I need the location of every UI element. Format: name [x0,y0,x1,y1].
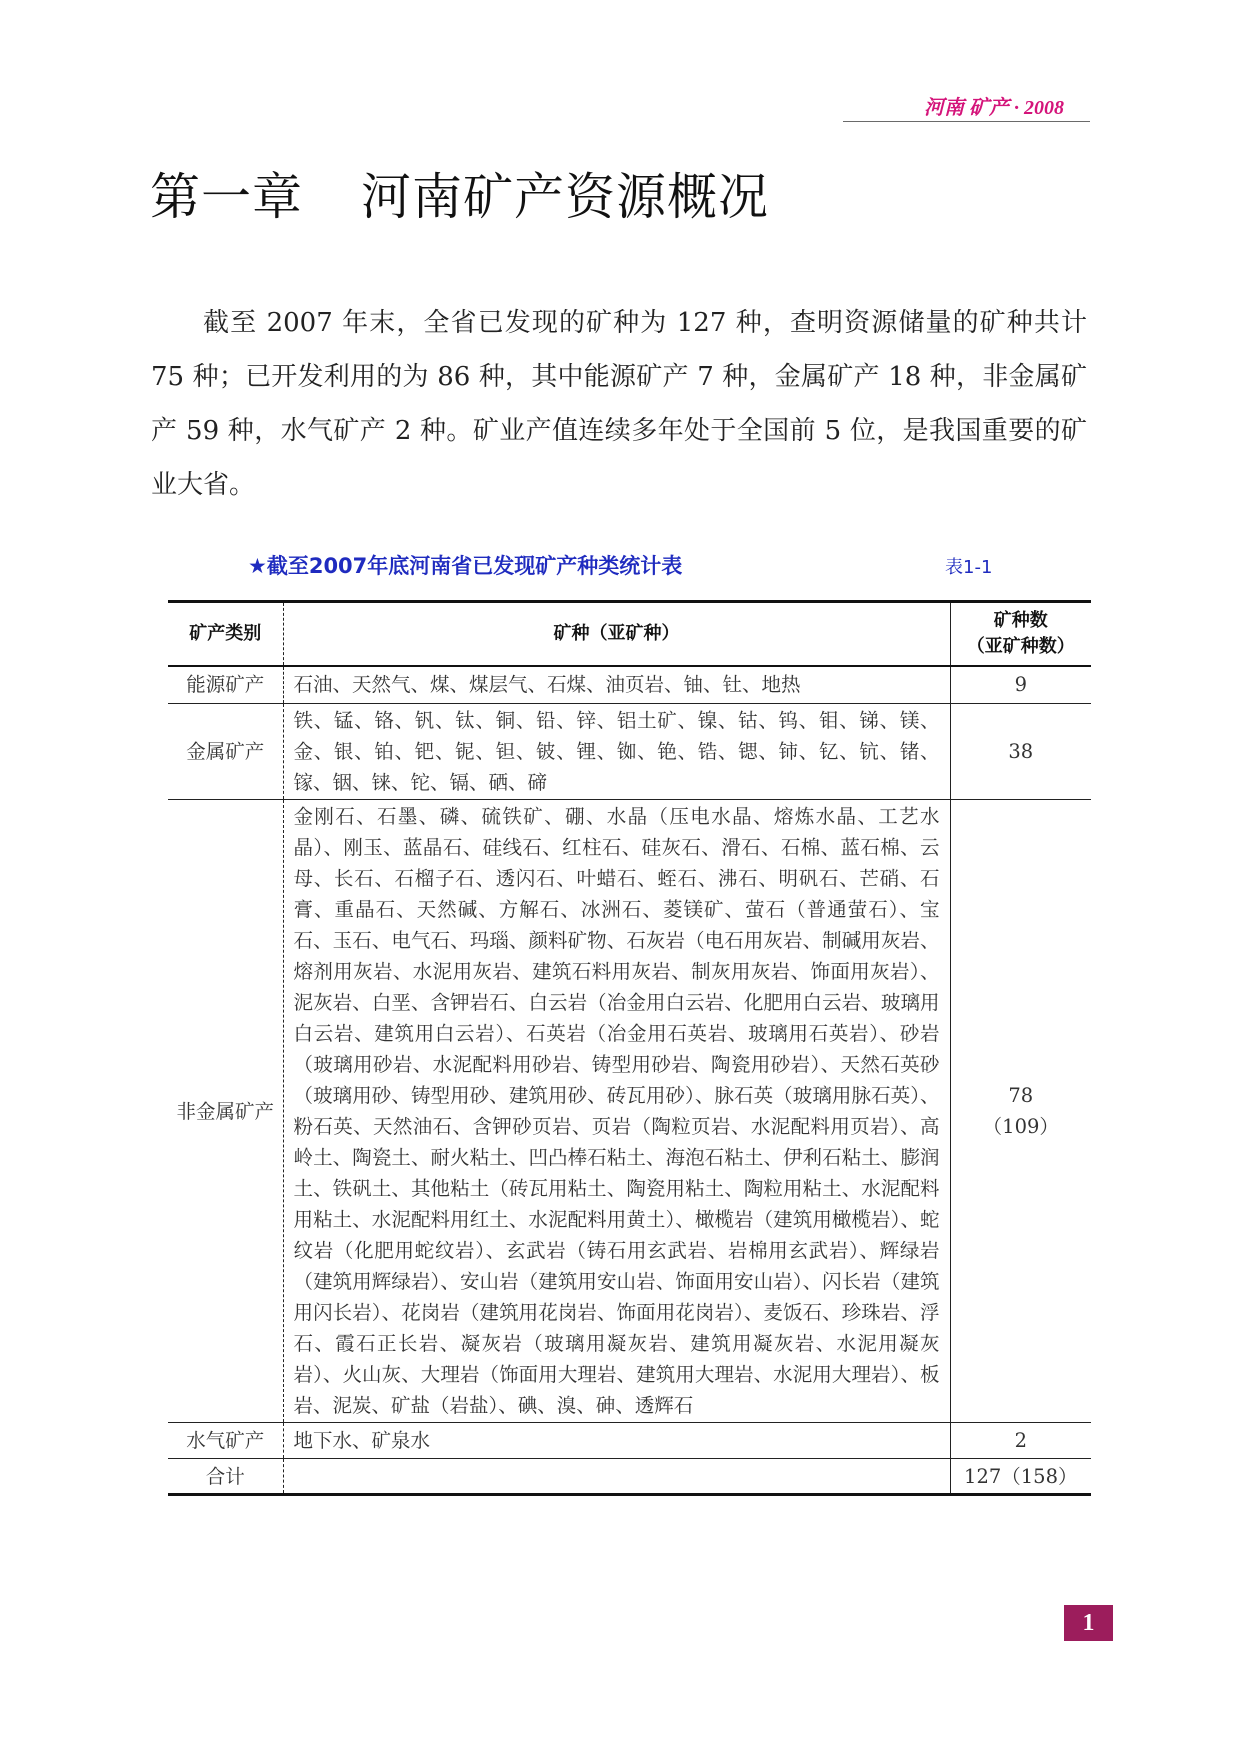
header-minerals: 矿种（亚矿种） [283,602,950,666]
header-count-line1: 矿种数 [993,609,1048,631]
running-header: 河南 矿产 · 2008 [843,96,1090,122]
row-category: 能源矿产 [168,666,283,704]
header-count [950,602,1091,666]
table-caption: ★截至2007年底河南省已发现矿产种类统计表 [248,554,683,578]
page-number-badge: 1 [1064,1605,1113,1641]
chapter-title [150,162,769,232]
table-row [168,800,1091,1423]
mineral-table [168,600,1091,1496]
table-row [168,704,1091,800]
row-minerals: 石油、天然气、煤、煤层气、石煤、油页岩、铀、钍、地热 [283,666,950,704]
row-count: 2 [950,1423,1091,1459]
total-label: 合计 [168,1459,283,1495]
table-row [168,666,1091,704]
header-count-line2: （亚矿种数） [966,635,1075,657]
row-count: 38 [950,704,1091,800]
row-count [950,800,1091,1423]
header-category: 矿产类别 [168,602,283,666]
total-value: 127（158） [950,1459,1091,1495]
row-minerals: 金刚石、石墨、磷、硫铁矿、硼、水晶（压电水晶、熔炼水晶、工艺水晶）、刚玉、蓝晶石、硅线石、红柱石、硅灰石、滑石、石棉、蓝石棉、云母、长石、石榴子石、透闪石、叶蜡石、蛭石、沸石、明矾石、芒硝、石膏、重晶石、天然碱、方解石、冰洲石、菱镁矿、萤石（普通萤石）、宝石、玉石、电气石、玛瑙、颜料矿物、石灰岩（电石用灰岩、制碱用灰岩、熔剂用灰岩、水泥用灰岩、建筑石料用灰岩、制灰用灰岩、饰面用灰岩）、泥灰岩、白垩、含钾岩石、白云岩（冶金用白云岩、化肥用白云岩、玻璃用白云岩、建筑用白云岩）、石英岩（冶金用石英岩、玻璃用石英岩）、砂岩（玻璃用砂岩、水泥配料用砂岩、铸型用砂岩、陶瓷用砂岩）、天然石英砂（玻璃用砂、铸型用砂、建筑用砂、砖瓦用砂）、脉石英（玻璃用脉石英）、粉石英、天然油石、含钾砂页岩、页岩（陶粒页岩、水泥配料用页岩）、高岭土、陶瓷土、耐火粘土、凹凸棒石粘土、海泡石粘土、伊利石粘土、膨润土、铁矾土、其他粘土（砖瓦用粘土、陶瓷用粘土、陶粒用粘土、水泥配料用粘土、水泥配料用红土、水泥配料用黄土）、橄榄岩（建筑用橄榄岩）、蛇纹岩（化肥用蛇纹岩）、玄武岩（铸石用玄武岩、岩棉用玄武岩）、辉绿岩（建筑用辉绿岩）、安山岩（建筑用安山岩、饰面用安山岩）、闪长岩（建筑用闪长岩）、花岗岩（建筑用花岗岩、饰面用花岗岩）、麦饭石、珍珠岩、浮石、霞石正长岩、凝灰岩（玻璃用凝灰岩、建筑用凝灰岩、水泥用凝灰岩）、火山灰、大理岩（饰面用大理岩、建筑用大理岩、水泥用大理岩）、板岩、泥炭、矿盐（岩盐）、碘、溴、砷、透辉石 [283,800,950,1423]
total-row [168,1459,1091,1495]
chapter-name: 河南矿产资源概况 [361,168,769,226]
total-minerals-empty [283,1459,950,1495]
row-minerals: 地下水、矿泉水 [283,1423,950,1459]
row-category: 金属矿产 [168,704,283,800]
table-header-row [168,602,1091,666]
row-count: 9 [950,666,1091,704]
table-row [168,1423,1091,1459]
row-category: 水气矿产 [168,1423,283,1459]
table-number: 表1-1 [945,557,993,578]
intro-paragraph: 截至 2007 年末，全省已发现的矿种为 127 种，查明资源储量的矿种共计 75 种；已开发利用的为 86 种，其中能源矿产 7 种，金属矿产 18 种，非金属矿产 59 种，水气矿产 2 种。矿业产值连续多年处于全国前 5 位，是我国重要的矿业大省。 [151,308,1087,500]
row-category: 非金属矿产 [168,800,283,1423]
chapter-number: 第一章 [150,168,303,226]
row-minerals: 铁、锰、铬、钒、钛、铜、铅、锌、铝土矿、镍、钴、钨、钼、锑、镁、金、银、铂、钯、铌、钽、铍、锂、铷、铯、锆、锶、铈、钇、钪、锗、镓、铟、铼、铊、镉、硒、碲 [283,704,950,800]
row-count-sub: （109） [982,1115,1059,1138]
row-count-value: 78 [1008,1084,1034,1107]
